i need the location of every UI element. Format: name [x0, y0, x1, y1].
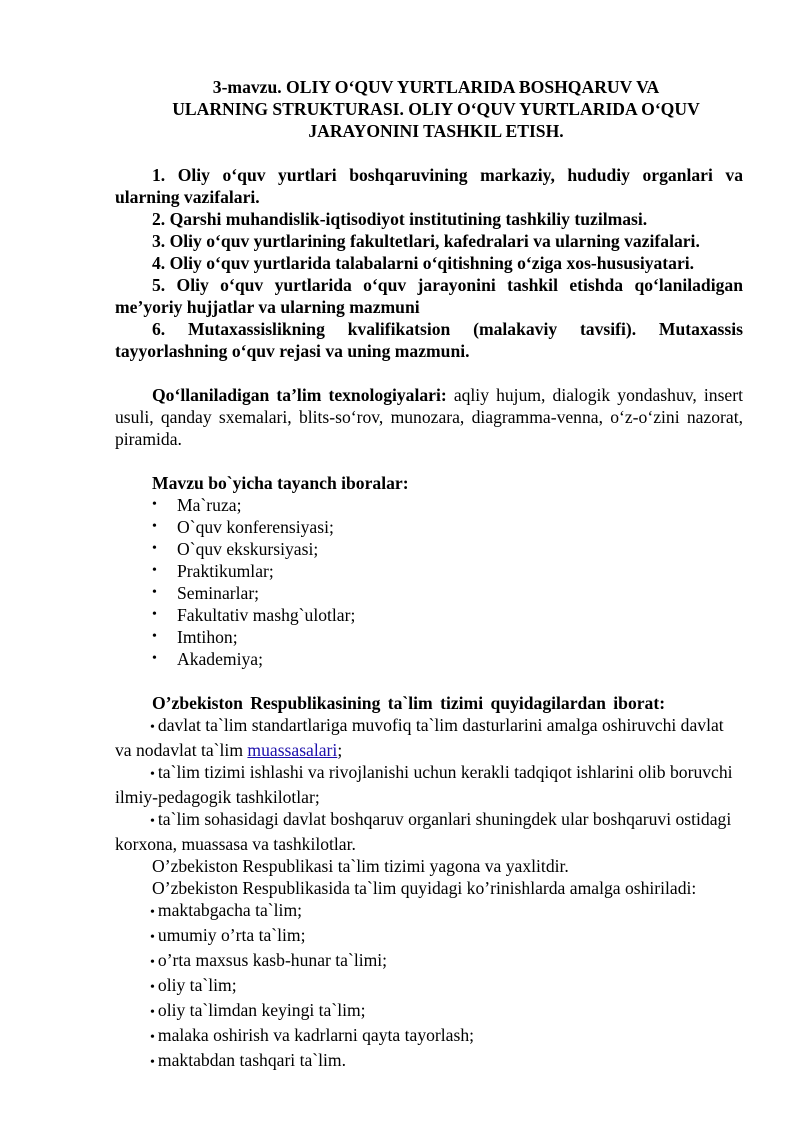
system-item-text: ta`lim tizimi ishlashi va rivojlanishi uchun kerakli tadqiqot ishlarini olib boruvchi ilmiy-pedagogik tashkilotlar;: [115, 762, 733, 807]
list-item: [150, 1024, 743, 1049]
system-paragraph-unified: O’zbekiston Respublikasi ta`lim tizimi yagona va yaxlitdir.: [152, 856, 569, 876]
system-item-2: [115, 761, 743, 808]
keywords-section: [115, 472, 743, 670]
document-page: [115, 76, 743, 1074]
keywords-list: [115, 494, 743, 670]
bullet-icon: •: [152, 607, 157, 622]
keyword-text: Seminarlar;: [177, 583, 260, 603]
list-item: [115, 560, 743, 582]
plan-item: 3. Oliy o‘quv yurtlarining fakultetlari, kafedralari va ularning vazifalari.: [152, 231, 700, 251]
bullet-icon: •: [150, 1005, 155, 1020]
system-item-punct: ;: [337, 740, 343, 760]
list-item: [115, 648, 743, 670]
list-item: [115, 538, 743, 560]
list-item: [150, 949, 743, 974]
list-item: [150, 974, 743, 999]
keywords-heading: Mavzu bo`yicha tayanch iboralar:: [152, 473, 409, 493]
education-type-text: oliy ta`limdan keyingi ta`lim;: [157, 1000, 366, 1020]
plan-item: 1. Oliy o‘quv yurtlari boshqaruvining markaziy, hududiy organlari va ularning vazifalari.: [115, 165, 743, 207]
document-title: [115, 76, 743, 142]
bullet-icon: •: [150, 980, 155, 995]
technologies-paragraph: [115, 384, 743, 450]
bullet-icon: •: [150, 955, 155, 970]
keyword-text: O`quv ekskursiyasi;: [177, 539, 319, 559]
list-item: [150, 924, 743, 949]
list-item: [115, 626, 743, 648]
bullet-icon: •: [152, 519, 157, 534]
education-type-text: maktabgacha ta`lim;: [157, 900, 303, 920]
title-line-1: 3-mavzu. OLIY O‘QUV YURTLARIDA BOSHQARUV VA: [212, 77, 660, 97]
keyword-text: Praktikumlar;: [177, 561, 274, 581]
bullet-icon: •: [150, 905, 155, 920]
bullet-icon: •: [152, 497, 157, 512]
bullet-icon: •: [152, 541, 157, 556]
title-line-2: ULARNING STRUKTURASI. OLIY O‘QUV YURTLARIDA O‘QUV: [172, 99, 700, 119]
bullet-icon: •: [150, 1055, 155, 1070]
institutions-link[interactable]: muassasalari: [247, 740, 338, 760]
list-item: [115, 516, 743, 538]
list-item: [150, 899, 743, 924]
education-types-list: [115, 899, 743, 1074]
list-item: [115, 604, 743, 626]
system-item-1: [115, 714, 743, 761]
education-system-heading: O’zbekiston Respublikasining ta`lim tizimi quyidagilardan iborat:: [152, 693, 666, 713]
system-item-3: [115, 808, 743, 855]
keyword-text: Imtihon;: [177, 627, 238, 647]
technologies-text: aqliy hujum, dialogik yondashuv, insert usuli, qanday sxemalari, blits-so‘rov, munozara, diagramma-venna, o‘z-o‘zini nazorat, piramida.: [115, 385, 743, 449]
list-item: [150, 999, 743, 1024]
education-type-text: umumiy o’rta ta`lim;: [157, 925, 306, 945]
education-type-text: oliy ta`lim;: [157, 975, 237, 995]
plan-item: 5. Oliy o‘quv yurtlarida o‘quv jarayonini tashkil etishda qo‘laniladigan me’yoriy hujjatlar va ularning mazmuni: [115, 275, 743, 317]
bullet-icon: •: [150, 767, 155, 782]
plan-item: 6. Mutaxassislikning kvalifikatsion (malakaviy tavsifi). Mutaxassis tayyorlashning o‘quv rejasi va uning mazmuni.: [115, 319, 743, 361]
bullet-icon: •: [150, 720, 155, 735]
bullet-icon: •: [152, 629, 157, 644]
bullet-icon: •: [150, 930, 155, 945]
keyword-text: Ma`ruza;: [177, 495, 242, 515]
system-item-text: ta`lim sohasidagi davlat boshqaruv organlari shuningdek ular boshqaruvi ostidagi korxona, muassasa va tashkilotlar.: [115, 809, 732, 854]
education-type-text: o’rta maxsus kasb-hunar ta`limi;: [157, 950, 388, 970]
title-line-3: JARAYONINI TASHKIL ETISH.: [308, 121, 564, 141]
keyword-text: Fakultativ mashg`ulotlar;: [177, 605, 356, 625]
bullet-icon: •: [152, 585, 157, 600]
bullet-icon: •: [152, 563, 157, 578]
plan-item: 2. Qarshi muhandislik-iqtisodiyot institutining tashkiliy tuzilmasi.: [152, 209, 648, 229]
list-item: [115, 582, 743, 604]
education-type-text: maktabdan tashqari ta`lim.: [157, 1050, 346, 1070]
lecture-plan: [115, 164, 743, 362]
list-item: [115, 494, 743, 516]
keyword-text: Akademiya;: [177, 649, 263, 669]
bullet-icon: •: [150, 1030, 155, 1045]
system-paragraph-forms: O’zbekiston Respublikasida ta`lim quyidagi ko’rinishlarda amalga oshiriladi:: [152, 878, 697, 898]
plan-item: 4. Oliy o‘quv yurtlarida talabalarni o‘qitishning o‘ziga xos-hususiyatari.: [152, 253, 695, 273]
education-system-section: [115, 692, 743, 1074]
keyword-text: O`quv konferensiyasi;: [177, 517, 334, 537]
bullet-icon: •: [152, 651, 157, 666]
technologies-label: Qo‘llaniladigan ta’lim texnologiyalari:: [152, 385, 447, 405]
list-item: [150, 1049, 743, 1074]
bullet-icon: •: [150, 814, 155, 829]
education-type-text: malaka oshirish va kadrlarni qayta tayorlash;: [157, 1025, 475, 1045]
system-item-text: davlat ta`lim standartlariga muvofiq ta`lim dasturlarini amalga oshiruvchi davlat va nodavlat ta`lim: [115, 715, 724, 760]
